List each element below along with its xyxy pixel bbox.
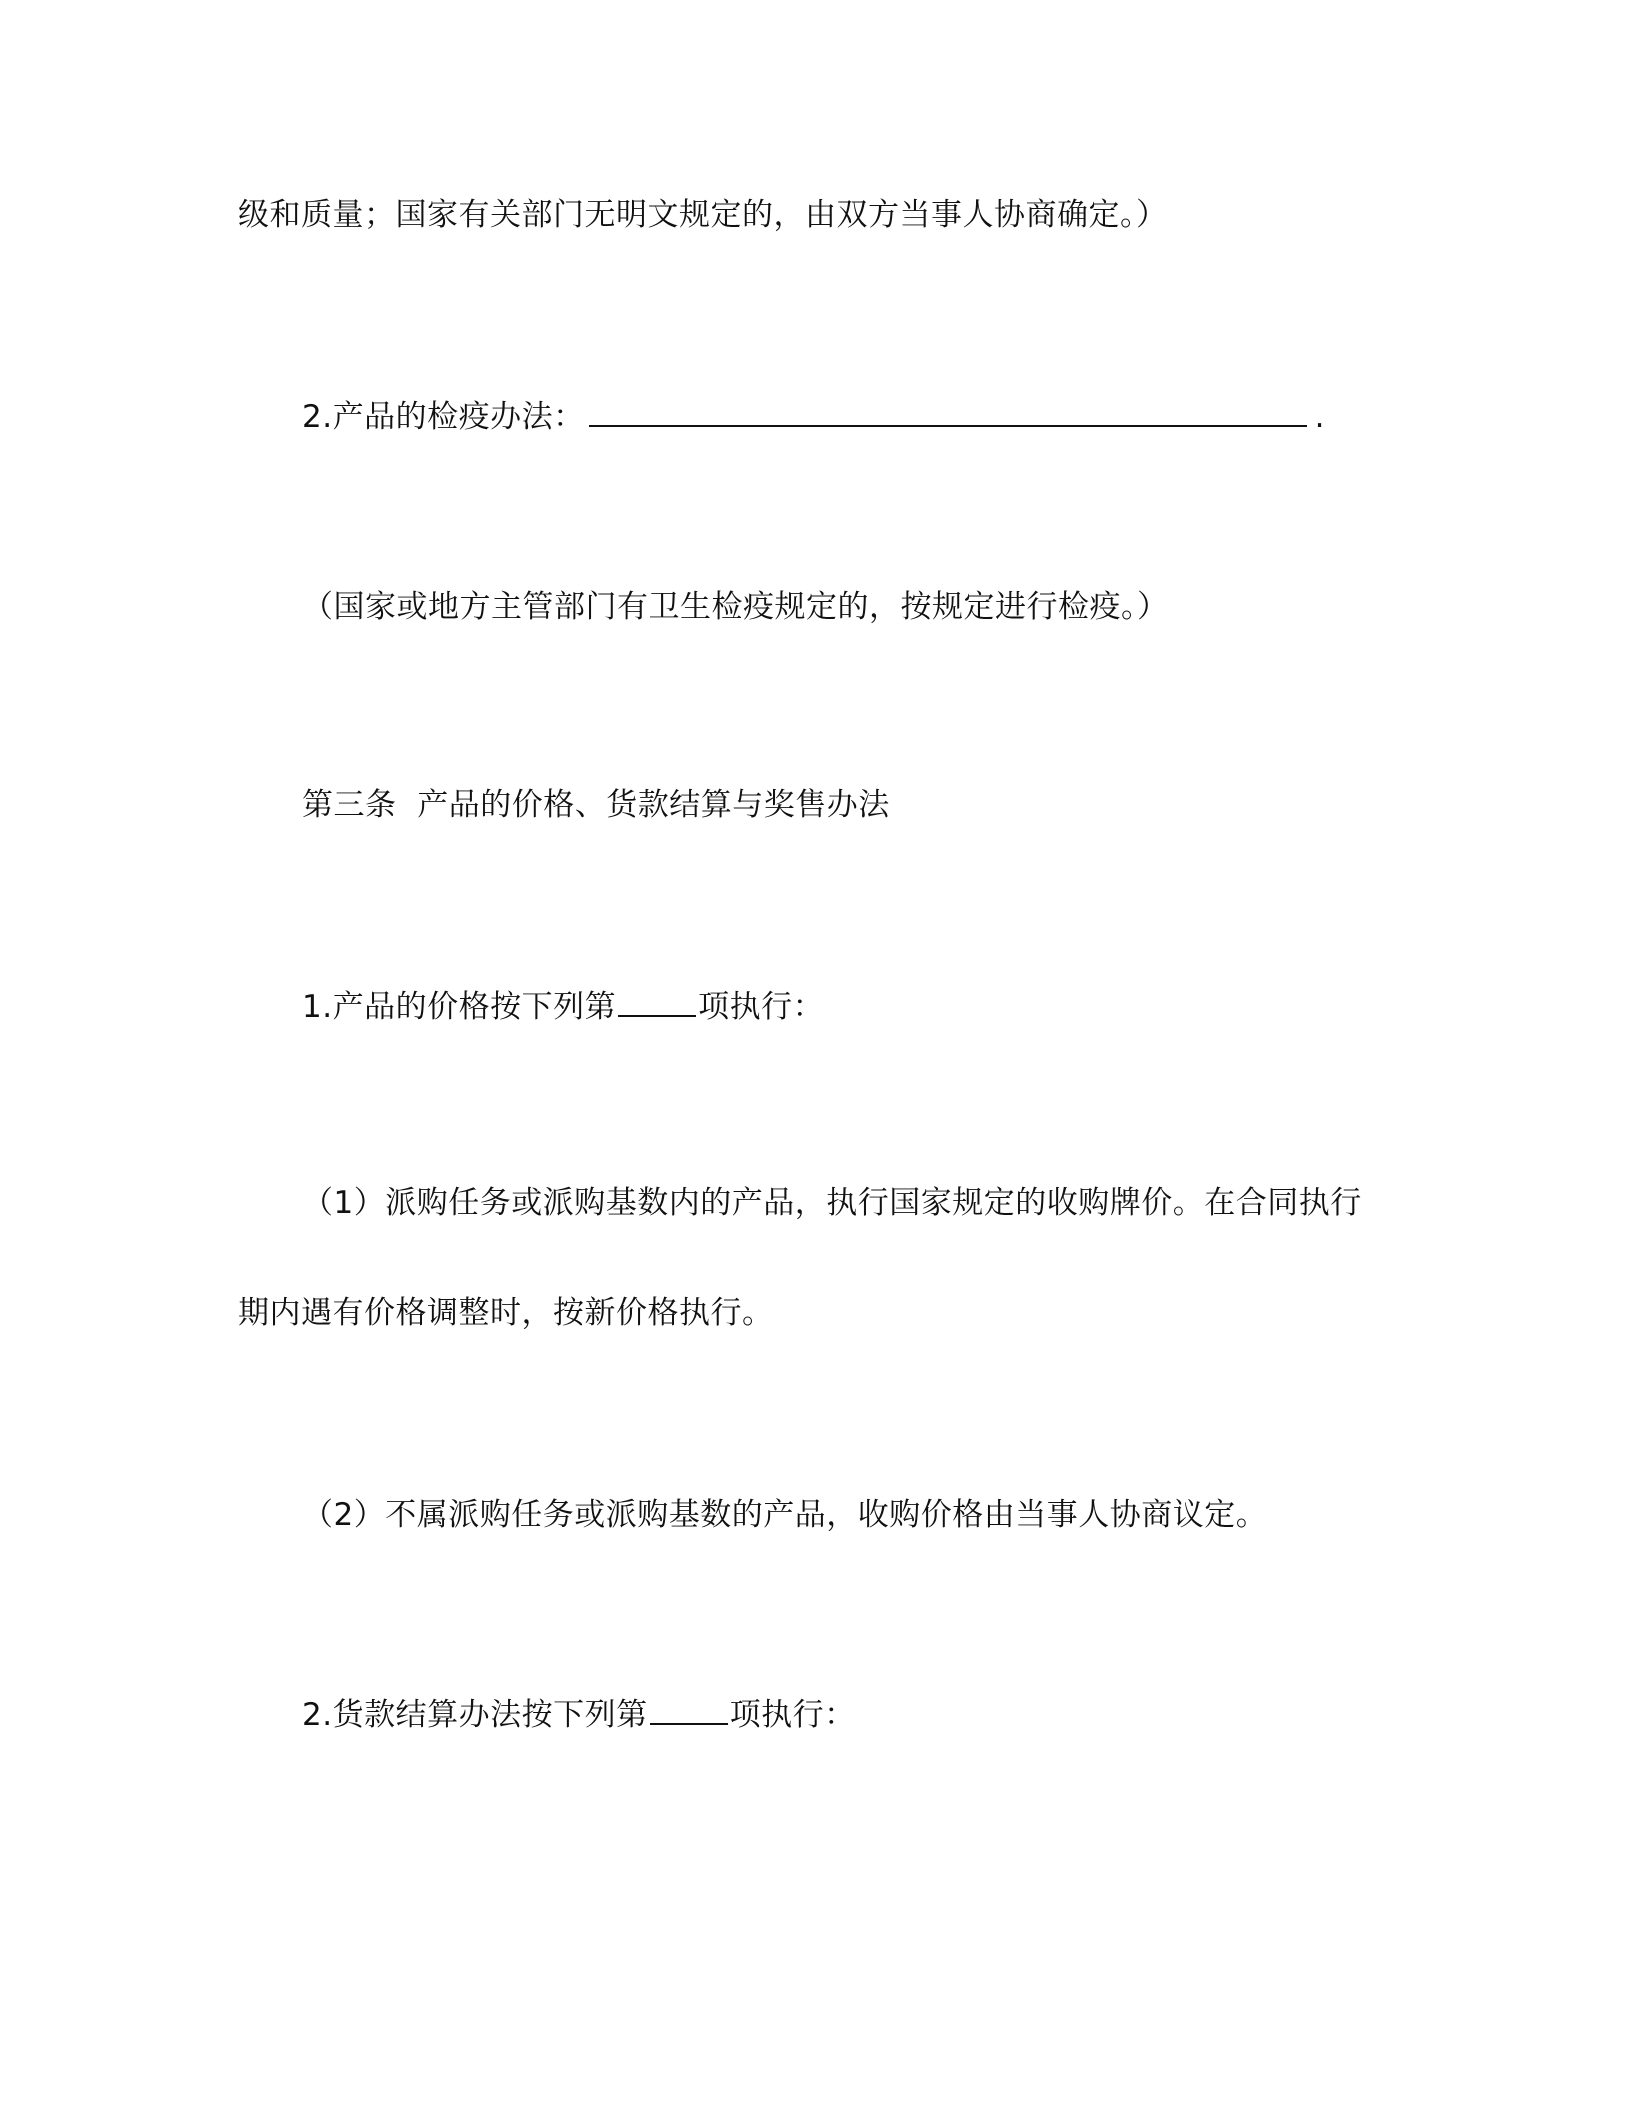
paragraph-payment-settlement	[302, 1693, 856, 1735]
paragraph-inspection-note: （国家或地方主管部门有卫生检疫规定的，按规定进行检疫。）	[302, 589, 1169, 625]
inspection-method-label: 2.产品的检疫办法：	[302, 399, 585, 435]
paragraph-quota-price-line1: （1）派购任务或派购基数内的产品，执行国家规定的收购牌价。在合同执行	[302, 1185, 1362, 1221]
inspection-method-period: .	[1314, 399, 1325, 435]
inspection-method-blank[interactable]	[589, 395, 1307, 427]
paragraph-inspection-method	[302, 395, 1325, 437]
price-item-suffix: 项执行：	[698, 989, 825, 1025]
paragraph-non-quota-price: （2）不属派购任务或派购基数的产品，收购价格由当事人协商议定。	[302, 1497, 1268, 1533]
payment-settlement-blank[interactable]	[650, 1693, 728, 1725]
paragraph-quality-clause-end: 级和质量；国家有关部门无明文规定的，由双方当事人协商确定。）	[238, 197, 1168, 233]
payment-settlement-label: 2.货款结算办法按下列第	[302, 1697, 648, 1733]
price-item-blank[interactable]	[618, 985, 696, 1017]
article-three-heading: 第三条 产品的价格、货款结算与奖售办法	[302, 787, 890, 823]
price-item-label: 1.产品的价格按下列第	[302, 989, 617, 1025]
paragraph-price-item	[302, 985, 824, 1027]
paragraph-quota-price-line2: 期内遇有价格调整时，按新价格执行。	[238, 1295, 774, 1331]
payment-settlement-suffix: 项执行：	[729, 1697, 856, 1733]
